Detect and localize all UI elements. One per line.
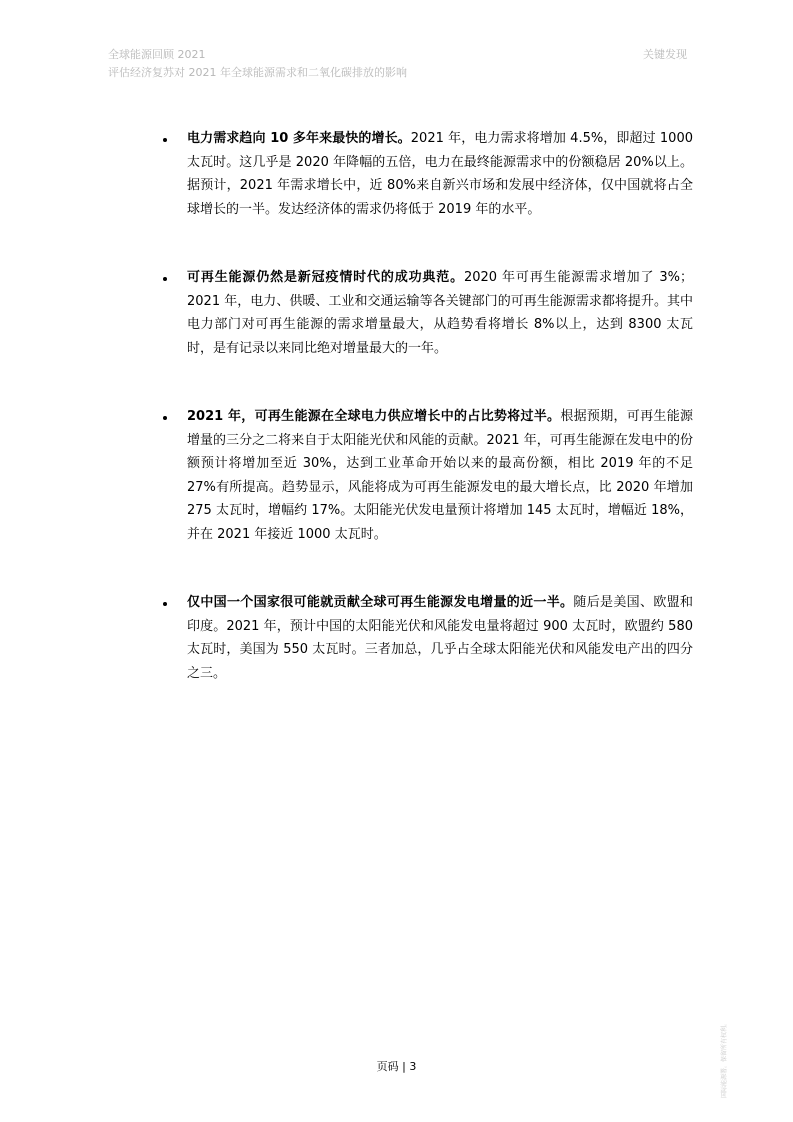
section-title: 关键发现 [643,48,687,61]
finding-heading: 可再生能源仍然是新冠疫情时代的成功典范。 [187,270,464,285]
bullet-icon [163,138,167,142]
finding-text: 2021 年，电力需求将增加 4.5%，即超过 1000 太瓦时。这几乎是 2020 年降幅的五倍，电力在最终能源需求中的份额稳居 20%以上。据预计，2021 年需求增长中，近 80%来自新兴市场和发展中经济体，仅中国就将占全球增长的一半。发达经济体的需求仍将低于 2019 年的水平。 [187,131,693,217]
page-number: 页码 | 3 [376,1060,417,1073]
finding-text: 根据预期，可再生能源增量的三分之二将来自于太阳能光伏和风能的贡献。2021 年，可再生能源在发电中的份额预计将增加至近 30%，达到工业革命开始以来的最高份额，相比 2019 年的不足 27%有所提高。趋势显示，风能将成为可再生能源发电的最大增长点，比 2020 年增加 275 太瓦时，增幅约 17%。太阳能光伏发电量预计将增加 145 太瓦时，增幅近 18%，并在 2021 年接近 1000 太瓦时。 [187,409,693,542]
finding-text: 随后是美国、欧盟和印度。2021 年，预计中国的太阳能光伏和风能发电量将超过 900 太瓦时，欧盟约 580 太瓦时，美国为 550 太瓦时。三者加总，几乎占全球太阳能光伏和风能发电产出的四分之三。 [187,595,693,681]
report-subtitle: 评估经济复苏对 2021 年全球能源需求和二氧化碳排放的影响 [108,66,407,79]
bullet-icon [163,416,167,420]
page-header [108,46,407,82]
finding-heading: 2021 年，可再生能源在全球电力供应增长中的占比势将过半。 [187,409,561,424]
list-item [163,127,693,221]
bullet-icon [163,277,167,281]
list-item [163,591,693,685]
finding-heading: 电力需求趋向 10 多年来最快的增长。 [187,131,411,146]
list-item [163,266,693,360]
finding-text: 2020 年可再生能源需求增加了 3%；2021 年，电力、供暖、工业和交通运输等各关键部门的可再生能源需求都将提升。其中电力部门对可再生能源的需求增量最大，从趋势看将增长 8%以上，达到 8300 太瓦时，是有记录以来同比绝对增量最大的一年。 [187,270,693,356]
finding-heading: 仅中国一个国家很可能就贡献全球可再生能源发电增量的近一半。 [187,595,574,610]
bullet-icon [163,602,167,606]
report-title: 全球能源回顾 2021 [108,48,206,61]
list-item [163,405,693,546]
copyright-notice: 国际能源署。保留所有权利。 [721,1020,728,1099]
key-findings-list [163,127,693,730]
